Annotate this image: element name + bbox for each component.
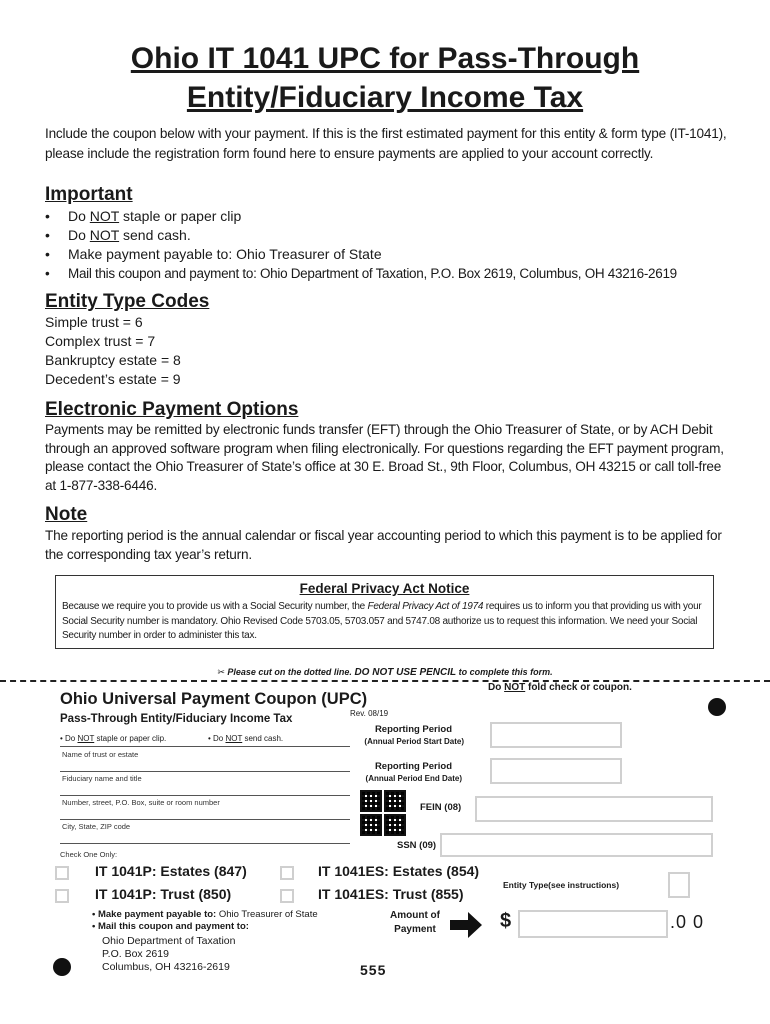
qr-code-icon <box>384 790 406 812</box>
important-item: • Mail this coupon and payment to: Ohio Department of Taxation, P.O. Box 2619, Columbus, OH 43216-2619 <box>45 264 745 283</box>
opt-1041p-estates-label: IT 1041P: Estates (847) <box>95 863 247 879</box>
amount-cents: .0 0 <box>670 912 705 932</box>
entity-type-label: Entity Type(see instructions) <box>503 880 620 890</box>
registration-dot-icon <box>708 698 726 716</box>
rp-start-label: Reporting Period <box>374 724 452 735</box>
field-name-label: Name of trust or estate <box>62 750 139 759</box>
entity-code-item: Simple trust = 6 <box>45 314 143 330</box>
ssn-box[interactable] <box>440 833 713 857</box>
fein-box[interactable] <box>475 796 713 822</box>
qr-code-icon <box>384 814 406 836</box>
opt-1041p-trust-label: IT 1041P: Trust (850) <box>95 886 232 902</box>
rp-end-box[interactable] <box>490 758 622 784</box>
rp-end-sub: (Annual Period End Date) <box>365 774 462 783</box>
field-line <box>60 795 350 796</box>
page-title-line1: Ohio IT 1041 UPC for Pass-Through <box>130 42 640 75</box>
field-street-label: Number, street, P.O. Box, suite or room number <box>62 798 220 807</box>
important-heading: Important <box>45 184 133 205</box>
qr-code-icon <box>360 790 382 812</box>
entity-codes-heading: Entity Type Codes <box>45 291 210 312</box>
note-heading: Note <box>45 504 88 525</box>
opt-1041es-trust-checkbox[interactable] <box>280 889 294 903</box>
fein-label: FEIN (08) <box>420 802 462 813</box>
address-line2: P.O. Box 2619 <box>102 948 169 960</box>
rp-start-sub: (Annual Period Start Date) <box>364 737 464 746</box>
check-one-label: Check One Only: <box>60 850 118 859</box>
coupon-subtitle: Pass-Through Entity/Fiduciary Income Tax <box>60 713 293 725</box>
privacy-notice <box>55 575 714 649</box>
opt-1041p-trust-checkbox[interactable] <box>55 889 69 903</box>
entity-code-item: Bankruptcy estate = 8 <box>45 352 181 368</box>
address-line3: Columbus, OH 43216-2619 <box>102 961 230 973</box>
coupon-rev: Rev. 08/19 <box>350 709 389 718</box>
intro-text: Include the coupon below with your payment. If this is the first estimated payment for this entity & form type (IT-1041), please include the registration form found here to ensure payments are applied to your account correctly. <box>45 126 727 161</box>
arrow-right-icon <box>450 912 482 938</box>
coupon-code: 555 <box>360 962 387 978</box>
dollar-sign: $ <box>500 910 512 932</box>
registration-dot-icon <box>53 958 71 976</box>
entity-type-box[interactable] <box>668 872 690 898</box>
page-title-line2: Entity/Fiduciary Income Tax <box>186 81 584 114</box>
rp-start-box[interactable] <box>490 722 622 748</box>
mail-to-note: • Mail this coupon and payment to: <box>92 921 249 932</box>
scissors-icon: ✂ <box>217 667 228 677</box>
ssn-label: SSN (09) <box>397 840 437 851</box>
note-text: The reporting period is the annual calendar or fiscal year accounting period to which this payment is to be applied for the corresponding tax year’s return. <box>45 528 722 562</box>
field-city-label: City, State, ZIP code <box>62 822 131 831</box>
field-fiduciary-label: Fiduciary name and title <box>62 774 142 783</box>
important-item: • Do NOT send cash. <box>45 226 745 245</box>
opt-1041p-estates-checkbox[interactable] <box>55 866 69 880</box>
entity-code-item: Complex trust = 7 <box>45 333 156 349</box>
important-item: • Do NOT staple or paper clip <box>45 207 745 226</box>
no-fold-note: Do NOT fold check or coupon. <box>488 682 632 693</box>
important-list <box>45 207 745 283</box>
coupon-no-cash: • Do NOT send cash. <box>208 734 284 743</box>
opt-1041es-estates-label: IT 1041ES: Estates (854) <box>318 863 480 879</box>
important-item: • Make payment payable to: Ohio Treasurer of State <box>45 245 745 264</box>
field-line <box>60 746 350 747</box>
field-line <box>60 819 350 820</box>
payable-to-note: • Make payment payable to: Ohio Treasurer of State <box>92 909 318 920</box>
electronic-text: Payments may be remitted by electronic funds transfer (EFT) through the Ohio Treasurer of State, or by ACH Debit through an approved software program when filing electronically. For questions regarding the EFT payment program, please contact the Ohio Treasurer of State’s office at 30 E. Broad St., 9th Floor, Columbus, OH 43215 or call toll-free at 1-877-338-6446. <box>45 422 724 493</box>
cut-note: ✂ Please cut on the dotted line. DO NOT USE PENCIL to complete this form. <box>217 667 553 678</box>
coupon-no-staple: • Do NOT staple or paper clip. <box>60 734 167 743</box>
field-line <box>60 843 350 844</box>
entity-code-item: Decedent’s estate = 9 <box>45 371 181 387</box>
electronic-heading: Electronic Payment Options <box>45 399 299 420</box>
field-line <box>60 771 350 772</box>
privacy-text: Because we require you to provide us with a Social Security number, the Federal Privacy Act of 1974 requires us to inform you that providing us with your Social Security number is mandatory. Ohio Revised Code 5703.05, 5703.057 and 5747.08 authorize us to request this information. We need your Social Security number in order to administer this tax. <box>62 601 702 641</box>
amount-box[interactable] <box>518 910 668 938</box>
coupon-title: Ohio Universal Payment Coupon (UPC) <box>60 690 368 708</box>
opt-1041es-estates-checkbox[interactable] <box>280 866 294 880</box>
amount-label-line2: Payment <box>394 924 436 935</box>
opt-1041es-trust-label: IT 1041ES: Trust (855) <box>318 886 464 902</box>
amount-label-line1: Amount of <box>390 910 440 921</box>
rp-end-label: Reporting Period <box>374 761 452 772</box>
cut-dashed-line <box>0 680 770 682</box>
privacy-title: Federal Privacy Act Notice <box>299 581 470 596</box>
qr-code-icon <box>360 814 382 836</box>
address-line1: Ohio Department of Taxation <box>102 935 236 947</box>
